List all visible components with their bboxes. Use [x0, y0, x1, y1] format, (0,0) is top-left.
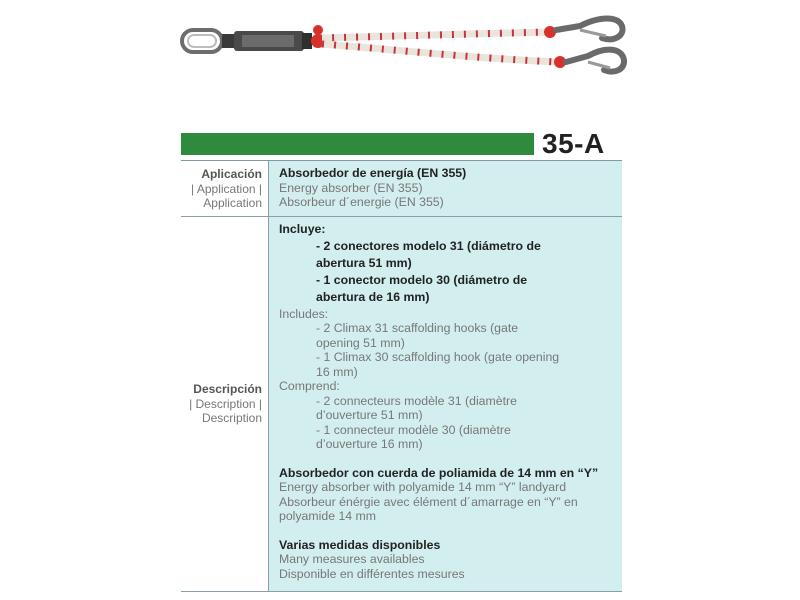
- absorber-pack-icon: [222, 31, 312, 51]
- list-item: abertura 51 mm): [316, 255, 412, 270]
- absorber-title: Absorbedor con cuerda de poliamida de 14 mm en “Y”: [279, 465, 599, 480]
- application-fr: Absorbeur d´energie (EN 355): [279, 195, 444, 209]
- description-cell: [268, 217, 622, 592]
- includes-fr: Comprend:: [279, 379, 340, 393]
- application-en: Energy absorber (EN 355): [279, 180, 423, 195]
- absorber-fr: polyamide 14 mm: [279, 509, 377, 523]
- label-es: Descripción: [193, 382, 262, 396]
- absorber-fr: Absorbeur énérgie avec élément d´amarrage en “Y” en: [279, 494, 578, 509]
- sizes-title: Varias medidas disponibles: [279, 537, 441, 552]
- list-item: - 2 Climax 31 scaffolding hooks (gate: [316, 321, 519, 335]
- absorber-en: Energy absorber with polyamide 14 mm “Y” landyard: [279, 480, 567, 494]
- header-bar: [181, 133, 534, 155]
- includes-en: Includes:: [279, 306, 329, 321]
- includes-es: Incluye:: [279, 221, 326, 236]
- list-item: - 1 Climax 30 scaffolding hook (gate opening: [316, 350, 560, 364]
- table-row-description: [181, 217, 622, 593]
- description-label: [181, 217, 268, 592]
- application-cell: [268, 161, 622, 216]
- list-item: - 1 connecteur modèle 30 (diamètre: [316, 422, 511, 437]
- list-item: d’ouverture 51 mm): [316, 408, 423, 422]
- list-item: - 2 connecteurs modèle 31 (diamètre: [316, 393, 517, 408]
- sizes-fr: Disponible en différentes mesures: [279, 566, 465, 581]
- application-title: Absorbedor de energía (EN 355): [279, 166, 467, 180]
- product-code: 35-A: [542, 128, 605, 159]
- label-en: | Description |: [189, 396, 262, 411]
- label-en: | Application |: [191, 181, 262, 196]
- list-item: opening 51 mm): [316, 335, 405, 350]
- spacer: [279, 524, 616, 538]
- list-item: d’ouverture 16 mm): [316, 437, 423, 451]
- carabiner-icon: [182, 30, 222, 52]
- scaffold-hook-icon: [566, 50, 624, 72]
- list-item: 16 mm): [316, 364, 358, 379]
- table-row-application: [181, 161, 622, 217]
- list-item: - 1 conector modelo 30 (diámetro de: [316, 272, 528, 287]
- product-image: [170, 8, 630, 88]
- list-item: abertura de 16 mm): [316, 289, 430, 304]
- application-label: [181, 161, 268, 216]
- label-es: Aplicación: [201, 167, 262, 181]
- spacer: [279, 452, 616, 466]
- label-fr: Application: [203, 196, 262, 210]
- scaffold-hook-icon: [556, 19, 622, 40]
- sizes-en: Many measures availables: [279, 552, 425, 566]
- label-fr: Description: [201, 411, 262, 425]
- list-item: - 2 conectores modelo 31 (diámetro de: [316, 238, 541, 253]
- spec-table: [181, 161, 622, 592]
- knot-icon: [313, 25, 323, 35]
- rope-icon: [320, 32, 558, 62]
